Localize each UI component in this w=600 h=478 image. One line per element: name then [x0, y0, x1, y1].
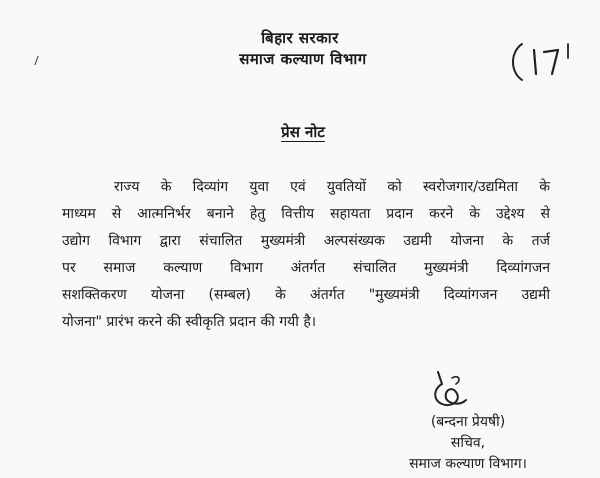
body-line: योजना" प्रारंभ करने की स्वीकृति प्रदान की गयी है।	[62, 314, 317, 330]
signatory-designation: सचिव,	[450, 435, 486, 451]
department-name: समाज कल्याण विभाग	[239, 50, 367, 68]
body-line: माध्यम से आत्मनिर्भर बनाने हेतु वित्तीय सहायता प्रदान करने के उद्देश्य से	[62, 206, 550, 222]
body-line: सशक्तिकरण योजना (सम्बल) के अंतर्गत "मुख्यमंत्री दिव्यांगजन उद्यमी	[62, 287, 550, 303]
press-note-heading: प्रेस नोट	[281, 123, 325, 141]
body-line: उद्योग विभाग द्वारा संचालित मुख्यमंत्री अल्पसंख्यक उद्यमी योजना के तर्ज	[62, 233, 550, 249]
signatory-department: समाज कल्याण विभाग।	[409, 456, 527, 472]
government-name: बिहार सरकार	[261, 29, 339, 47]
handwritten-page-number	[508, 38, 576, 84]
press-note-body	[62, 174, 550, 336]
handwritten-signature	[428, 370, 474, 412]
signatory-block	[368, 412, 568, 475]
document-title	[0, 122, 600, 142]
body-line: राज्य के दिव्यांग युवा एवं युवतियों को स्वरोजगार/उद्यमिता के	[114, 179, 550, 195]
body-line: पर समाज कल्याण विभाग अंतर्गत संचालित मुख्यमंत्री दिव्यांगजन	[62, 260, 550, 276]
signatory-name: (बन्दना प्रेयषी)	[430, 414, 506, 430]
